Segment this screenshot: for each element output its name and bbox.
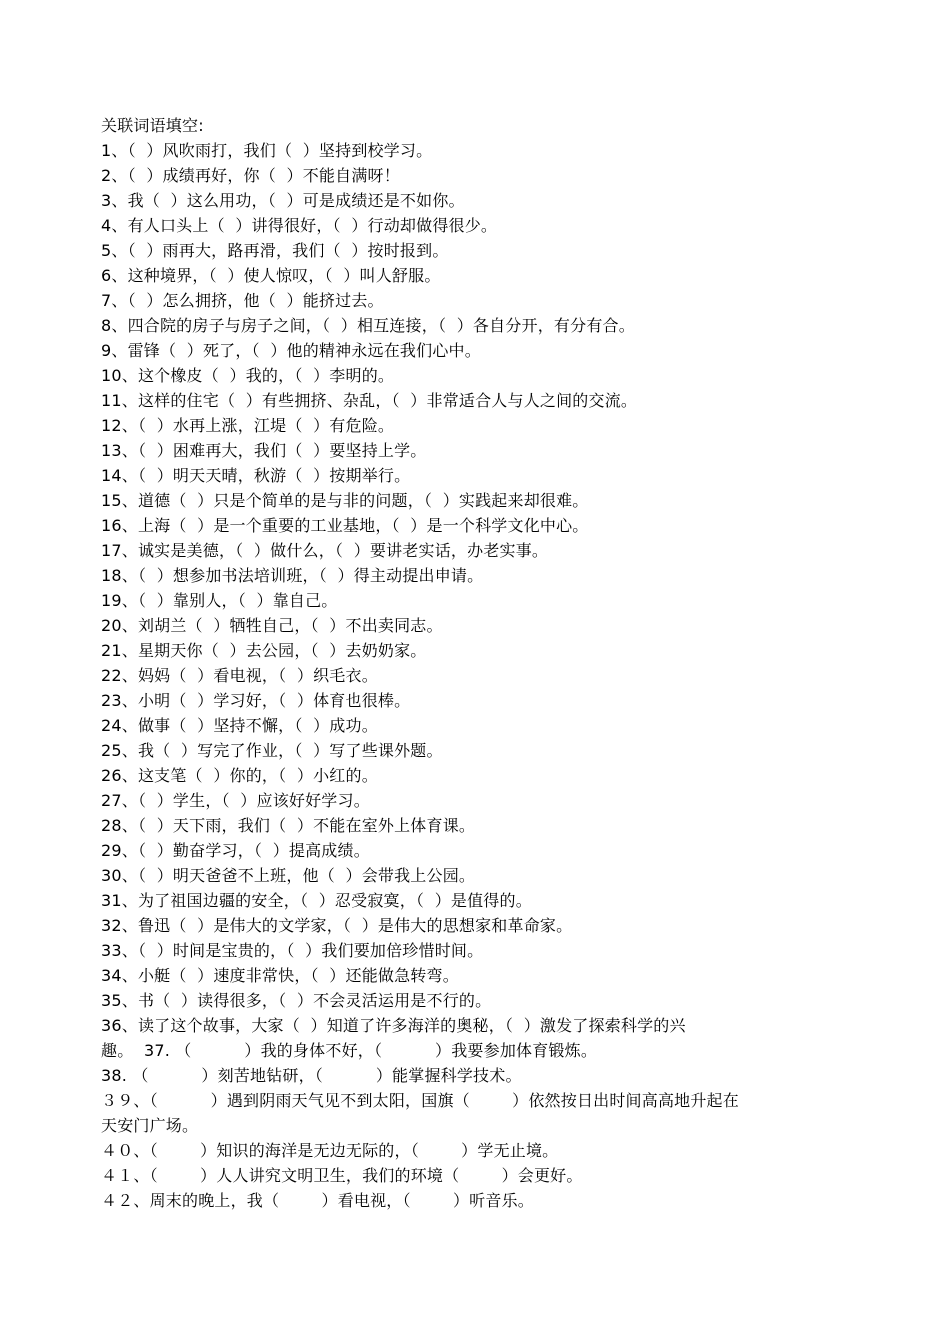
exercise-line: ４０、（ ）知识的海洋是无边无际的，（ ）学无止境。 <box>101 1141 559 1160</box>
exercise-line: 34、小艇（ ）速度非常快，（ ）还能做急转弯。 <box>101 966 459 985</box>
exercise-line: 12、（ ）水再上涨，江堤（ ）有危险。 <box>101 416 395 435</box>
exercise-line: 15、道德（ ）只是个简单的是与非的问题，（ ）实践起来却很难。 <box>101 491 589 510</box>
worksheet <box>101 113 861 1213</box>
exercise-line: 18、（ ）想参加书法培训班，（ ）得主动提出申请。 <box>101 566 484 585</box>
exercise-line: 31、为了祖国边疆的安全，（ ）忍受寂寞，（ ）是值得的。 <box>101 891 532 910</box>
exercise-line: 4、有人口头上（ ）讲得很好，（ ）行动却做得很少。 <box>101 216 498 235</box>
exercise-line: 22、妈妈（ ）看电视，（ ）织毛衣。 <box>101 666 378 685</box>
exercise-line: 天安门广场。 <box>101 1116 199 1135</box>
exercise-line: 28、（ ）天下雨，我们（ ）不能在室外上体育课。 <box>101 816 476 835</box>
exercise-line: 趣。 37. （ ）我的身体不好，（ ）我要参加体育锻炼。 <box>101 1041 598 1060</box>
exercise-line: 13、（ ）困难再大，我们（ ）要坚持上学。 <box>101 441 427 460</box>
exercise-line: 5、（ ）雨再大，路再滑，我们（ ）按时报到。 <box>101 241 449 260</box>
exercise-line: ３９、（ ）遇到阴雨天气见不到太阳，国旗（ ）依然按日出时间高高地升起在 <box>101 1091 739 1110</box>
exercise-line: 3、我（ ）这么用功，（ ）可是成绩还是不如你。 <box>101 191 465 210</box>
exercise-line: 25、我（ ）写完了作业，（ ）写了些课外题。 <box>101 741 443 760</box>
exercise-line: 17、诚实是美德，（ ）做什么，（ ）要讲老实话，办老实事。 <box>101 541 549 560</box>
exercise-line: 21、星期天你（ ）去公园，（ ）去奶奶家。 <box>101 641 427 660</box>
exercise-line: 11、这样的住宅（ ）有些拥挤、杂乱，（ ）非常适合人与人之间的交流。 <box>101 391 638 410</box>
exercise-line: 9、雷锋（ ）死了，（ ）他的精神永远在我们心中。 <box>101 341 481 360</box>
exercise-line: 1、（ ）风吹雨打，我们（ ）坚持到校学习。 <box>101 141 433 160</box>
exercise-line: 19、（ ）靠别人，（ ）靠自己。 <box>101 591 338 610</box>
exercise-line: 20、刘胡兰（ ）牺牲自己，（ ）不出卖同志。 <box>101 616 443 635</box>
exercise-line: 23、小明（ ）学习好，（ ）体育也很棒。 <box>101 691 411 710</box>
exercise-line: 32、鲁迅（ ）是伟大的文学家，（ ）是伟大的思想家和革命家。 <box>101 916 573 935</box>
exercise-line: 27、（ ）学生，（ ）应该好好学习。 <box>101 791 370 810</box>
exercise-line: 30、（ ）明天爸爸不上班，他（ ）会带我上公园。 <box>101 866 476 885</box>
worksheet-title: 关联词语填空: <box>101 116 204 135</box>
exercise-line: 36、读了这个故事，大家（ ）知道了许多海洋的奥秘，（ ）激发了探索科学的兴 <box>101 1016 686 1035</box>
exercise-line: 10、这个橡皮（ ）我的，（ ）李明的。 <box>101 366 395 385</box>
exercise-line: ４１、（ ）人人讲究文明卫生，我们的环境（ ）会更好。 <box>101 1166 583 1185</box>
exercise-line: 8、四合院的房子与房子之间，（ ）相互连接，（ ）各自分开，有分有合。 <box>101 316 635 335</box>
exercise-line: 35、书（ ）读得很多，（ ）不会灵活运用是不行的。 <box>101 991 492 1010</box>
exercise-line: 24、做事（ ）坚持不懈，（ ）成功。 <box>101 716 378 735</box>
exercise-line: 2、（ ）成绩再好，你（ ）不能自满呀！ <box>101 166 400 185</box>
exercise-line: 26、这支笔（ ）你的，（ ）小红的。 <box>101 766 378 785</box>
exercise-line: 29、（ ）勤奋学习，（ ）提高成绩。 <box>101 841 370 860</box>
exercise-line: 38. （ ）刻苦地钻研，（ ）能掌握科学技术。 <box>101 1066 522 1085</box>
exercise-line: 6、这种境界，（ ）使人惊叹，（ ）叫人舒服。 <box>101 266 441 285</box>
exercise-line: 14、（ ）明天天晴，秋游（ ）按期举行。 <box>101 466 411 485</box>
exercise-line: 16、上海（ ）是一个重要的工业基地，（ ）是一个科学文化中心。 <box>101 516 589 535</box>
exercise-line: ４２、周末的晚上，我（ ）看电视，（ ）听音乐。 <box>101 1191 534 1210</box>
exercise-line: 33、（ ）时间是宝贵的，（ ）我们要加倍珍惜时间。 <box>101 941 484 960</box>
exercise-line: 7、（ ）怎么拥挤，他（ ）能挤过去。 <box>101 291 384 310</box>
